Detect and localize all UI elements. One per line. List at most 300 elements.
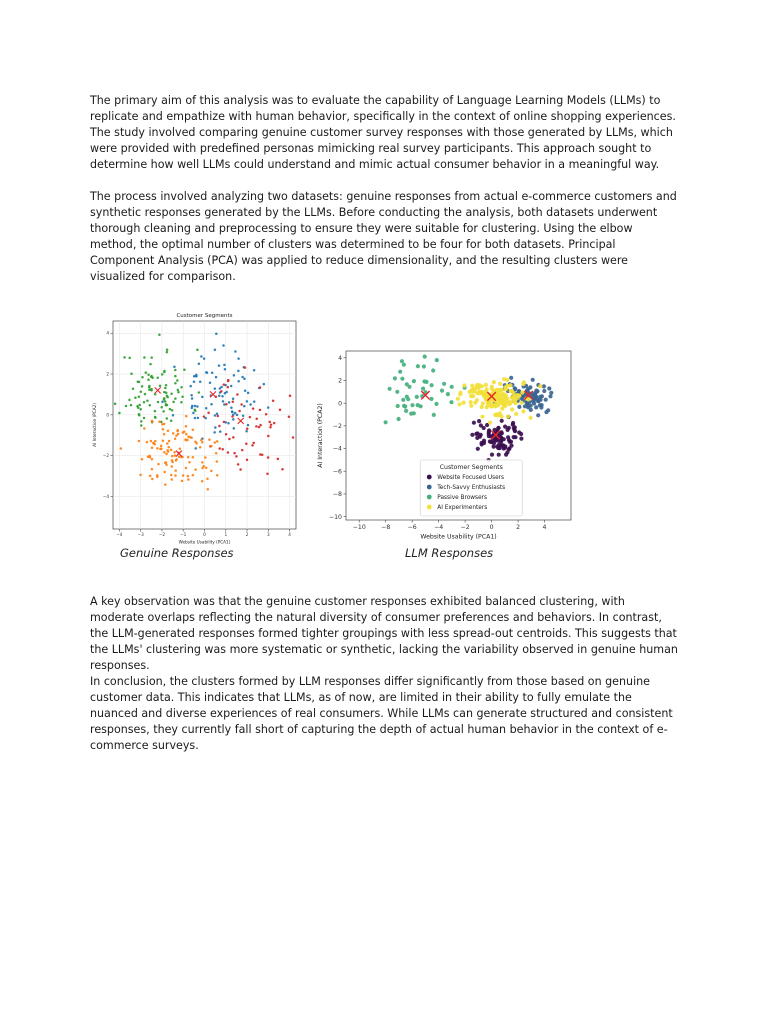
- data-point: [174, 469, 177, 472]
- data-point: [149, 475, 152, 478]
- data-point: [157, 401, 160, 404]
- data-point: [174, 437, 177, 440]
- data-point: [174, 369, 177, 372]
- data-point: [165, 464, 168, 467]
- y-tick-label: −4: [332, 445, 342, 453]
- data-point: [198, 391, 201, 394]
- data-point: [141, 385, 144, 388]
- data-point: [172, 401, 175, 404]
- data-point: [186, 439, 189, 442]
- data-point: [185, 415, 188, 418]
- legend-marker: [427, 495, 432, 500]
- x-tick-label: 3: [267, 532, 270, 538]
- data-point: [138, 413, 141, 416]
- data-point: [396, 404, 400, 408]
- data-point: [221, 448, 224, 451]
- data-point: [153, 443, 156, 446]
- data-point: [497, 443, 501, 447]
- data-point: [236, 414, 239, 417]
- data-point: [498, 382, 502, 386]
- data-point: [174, 382, 177, 385]
- data-point: [544, 410, 548, 414]
- data-point: [458, 402, 462, 406]
- data-point: [160, 445, 163, 448]
- data-point: [240, 403, 243, 406]
- legend-marker: [427, 485, 432, 490]
- data-point: [140, 420, 143, 423]
- data-point: [512, 398, 516, 402]
- data-point: [218, 395, 221, 398]
- data-point: [233, 452, 236, 455]
- x-tick-label: −2: [158, 532, 166, 538]
- data-point: [263, 383, 266, 386]
- data-point: [221, 395, 224, 398]
- data-point: [232, 436, 235, 439]
- data-point: [247, 424, 250, 427]
- data-point: [177, 389, 180, 392]
- data-point: [449, 400, 453, 404]
- data-point: [196, 349, 199, 352]
- data-point: [220, 390, 223, 393]
- y-tick-label: −2: [332, 423, 342, 431]
- data-point: [160, 448, 163, 451]
- data-point: [272, 399, 275, 402]
- data-point: [480, 391, 484, 395]
- data-point: [401, 398, 405, 402]
- data-point: [506, 435, 510, 439]
- data-point: [503, 395, 507, 399]
- data-point: [194, 409, 197, 412]
- data-point: [237, 463, 240, 466]
- data-point: [163, 423, 166, 426]
- data-point: [138, 395, 141, 398]
- data-point: [114, 402, 117, 405]
- data-point: [422, 364, 426, 368]
- data-point: [165, 453, 168, 456]
- data-point: [388, 387, 392, 391]
- data-point: [415, 395, 419, 399]
- data-point: [216, 413, 219, 416]
- data-point: [145, 371, 148, 374]
- data-point: [520, 390, 524, 394]
- y-tick-label: −8: [332, 491, 342, 499]
- y-tick-label: −6: [332, 468, 342, 476]
- data-point: [529, 404, 533, 408]
- data-point: [484, 383, 488, 387]
- process-paragraph: The process involved analyzing two datasets: genuine responses from actual e-commerce customers and synthetic responses generated by the LLMs. Before conducting the analysis, both datasets underwent thorough cleaning and preprocessing to ensure they were suitable for clustering. Using the elbow method, the optimal number of clusters was determined to be four for both datasets. Principal Component Analysis (PCA) was applied to reduce dimensionality, and the resulting clusters were visualized for comparison.: [90, 190, 677, 283]
- data-point: [196, 405, 199, 408]
- data-point: [178, 455, 181, 458]
- data-point: [227, 451, 230, 454]
- data-point: [458, 391, 462, 395]
- data-point: [216, 474, 219, 477]
- data-point: [472, 421, 476, 425]
- data-point: [230, 385, 233, 388]
- data-point: [487, 400, 491, 404]
- data-point: [547, 386, 551, 390]
- data-point: [125, 405, 128, 408]
- data-point: [147, 379, 150, 382]
- data-point: [167, 446, 170, 449]
- data-point: [469, 400, 473, 404]
- data-point: [156, 377, 159, 380]
- genuine-responses-chart: [88, 310, 300, 548]
- data-point: [118, 412, 121, 415]
- data-point: [214, 348, 217, 351]
- data-point: [228, 438, 231, 441]
- data-point: [177, 391, 180, 394]
- data-point: [219, 430, 222, 433]
- data-point: [168, 440, 171, 443]
- data-point: [497, 453, 501, 457]
- data-point: [538, 384, 542, 388]
- y-tick-label: −10: [328, 513, 342, 521]
- data-point: [289, 394, 292, 397]
- data-point: [147, 373, 150, 376]
- data-point: [482, 441, 486, 445]
- data-point: [265, 413, 268, 416]
- data-point: [510, 407, 514, 411]
- data-point: [509, 389, 513, 393]
- data-point: [540, 403, 544, 407]
- data-point: [424, 380, 428, 384]
- data-point: [252, 442, 255, 445]
- x-tick-label: −2: [460, 524, 470, 532]
- data-point: [185, 433, 188, 436]
- data-point: [492, 445, 496, 449]
- data-point: [141, 458, 144, 461]
- data-point: [497, 426, 501, 430]
- data-point: [163, 471, 166, 474]
- data-point: [199, 446, 202, 449]
- x-tick-label: 4: [542, 524, 547, 532]
- data-point: [393, 376, 397, 380]
- data-point: [197, 417, 200, 420]
- data-point: [258, 426, 261, 429]
- llm-responses-chart: [313, 345, 575, 545]
- data-point: [474, 432, 478, 436]
- data-point: [130, 404, 133, 407]
- data-point: [292, 436, 295, 439]
- data-point: [203, 415, 206, 418]
- data-point: [241, 376, 244, 379]
- data-point: [163, 371, 166, 374]
- data-point: [496, 394, 500, 398]
- intro-paragraph: The primary aim of this analysis was to evaluate the capability of Language Learning Models (LLMs) to replicate and empathize with human behavior, specifically in the context of online shopping experiences. The study involved comparing genuine customer survey responses with those generated by LLMs, which were provided with predefined personas mimicking real survey participants. This approach sought to determine how well LLMs could understand and mimic actual consumer behavior in a meaningful way.: [90, 94, 676, 171]
- data-point: [172, 414, 175, 417]
- data-point: [450, 385, 454, 389]
- data-point: [506, 428, 510, 432]
- data-point: [198, 362, 201, 365]
- y-axis-label: AI Interaction (PCA2): [317, 403, 324, 468]
- data-point: [214, 426, 217, 429]
- data-point: [237, 370, 240, 373]
- data-point: [288, 415, 291, 418]
- data-point: [476, 447, 480, 451]
- data-point: [138, 440, 141, 443]
- data-point: [182, 474, 185, 477]
- data-point: [477, 419, 481, 423]
- data-point: [201, 461, 204, 464]
- data-point: [136, 405, 139, 408]
- data-point: [279, 408, 282, 411]
- data-point: [215, 452, 218, 455]
- data-point: [395, 390, 399, 394]
- data-point: [146, 399, 149, 402]
- data-point: [170, 392, 173, 395]
- data-point: [235, 455, 238, 458]
- data-point: [259, 453, 262, 456]
- legend-title: Customer Segments: [439, 464, 503, 471]
- data-point: [446, 392, 450, 396]
- data-point: [192, 429, 195, 432]
- data-point: [182, 431, 185, 434]
- data-point: [175, 434, 178, 437]
- data-point: [217, 415, 220, 418]
- data-point: [215, 376, 218, 379]
- x-tick-label: 1: [224, 532, 228, 538]
- data-point: [177, 429, 180, 432]
- data-point: [400, 377, 404, 381]
- data-point: [536, 413, 540, 417]
- data-point: [281, 468, 284, 471]
- data-point: [216, 460, 219, 463]
- data-point: [495, 388, 499, 392]
- data-point: [149, 363, 152, 366]
- data-point: [232, 418, 235, 421]
- data-point: [227, 422, 230, 425]
- data-point: [480, 415, 484, 419]
- data-point: [166, 442, 169, 445]
- data-point: [205, 407, 208, 410]
- x-tick-label: 0: [203, 532, 206, 538]
- data-point: [508, 440, 512, 444]
- data-point: [244, 390, 247, 393]
- data-point: [215, 332, 218, 335]
- data-point: [206, 478, 209, 481]
- data-point: [162, 439, 165, 442]
- data-point: [502, 446, 506, 450]
- data-point: [406, 397, 410, 401]
- data-point: [143, 401, 146, 404]
- data-point: [123, 356, 126, 359]
- data-point: [497, 402, 501, 406]
- data-point: [128, 399, 131, 402]
- data-point: [542, 384, 546, 388]
- data-point: [134, 397, 137, 400]
- data-point: [251, 444, 254, 447]
- data-point: [500, 407, 504, 411]
- legend-entry: AI Experimenters: [437, 505, 488, 511]
- x-tick-label: 2: [516, 524, 521, 532]
- llm-responses-caption: LLM Responses: [405, 546, 494, 560]
- data-point: [154, 416, 157, 419]
- x-tick-label: −10: [352, 524, 366, 532]
- data-point: [488, 421, 492, 425]
- data-point: [173, 451, 176, 454]
- data-point: [475, 436, 479, 440]
- data-point: [273, 422, 276, 425]
- data-point: [542, 389, 546, 393]
- data-point: [410, 403, 414, 407]
- data-point: [462, 383, 466, 387]
- data-point: [266, 472, 269, 475]
- data-point: [522, 380, 526, 384]
- data-point: [194, 468, 197, 471]
- data-point: [236, 393, 239, 396]
- data-point: [199, 381, 202, 384]
- data-point: [234, 350, 237, 353]
- data-point: [204, 456, 207, 459]
- data-point: [517, 405, 521, 409]
- data-point: [143, 356, 146, 359]
- data-point: [233, 374, 236, 377]
- data-point: [440, 389, 444, 393]
- data-point: [192, 474, 195, 477]
- x-tick-label: −1: [180, 532, 187, 538]
- data-point: [165, 392, 168, 395]
- data-point: [421, 387, 425, 391]
- data-point: [430, 383, 434, 387]
- data-point: [511, 421, 515, 425]
- data-point: [189, 385, 192, 388]
- data-point: [163, 433, 166, 436]
- data-point: [435, 358, 439, 362]
- data-point: [214, 441, 217, 444]
- data-point: [255, 425, 258, 428]
- data-point: [535, 389, 539, 393]
- data-point: [512, 426, 516, 430]
- data-point: [529, 416, 533, 420]
- x-tick-label: −4: [116, 532, 123, 538]
- data-point: [180, 401, 183, 404]
- data-point: [223, 364, 226, 367]
- data-point: [243, 405, 246, 408]
- data-point: [193, 375, 196, 378]
- data-point: [513, 435, 517, 439]
- legend-entry: Passive Browsers: [437, 495, 488, 501]
- y-tick-label: −4: [102, 493, 109, 499]
- data-point: [151, 447, 154, 450]
- data-point: [164, 387, 167, 390]
- observation-paragraph: A key observation was that the genuine customer responses exhibited balanced clustering, with moderate overlaps reflecting the natural diversity of consumer preferences and behaviors. In contrast, the LLM-generated responses formed tighter groupings with less spread-out centroids. This suggests that the LLMs' clustering was more systematic or synthetic, lacking the variability observed in genuine human responses.: [90, 595, 678, 672]
- data-point: [548, 394, 552, 398]
- data-point: [139, 408, 142, 411]
- data-point: [470, 433, 474, 437]
- data-point: [165, 384, 168, 387]
- data-point: [207, 412, 210, 415]
- data-point: [201, 396, 204, 399]
- data-point: [218, 425, 221, 428]
- data-point: [160, 406, 163, 409]
- data-point: [247, 392, 250, 395]
- data-point: [183, 368, 186, 371]
- data-point: [162, 428, 165, 431]
- data-point: [506, 415, 510, 419]
- data-point: [173, 366, 176, 369]
- data-point: [412, 379, 416, 383]
- data-point: [225, 391, 228, 394]
- data-point: [174, 397, 177, 400]
- data-point: [149, 404, 152, 407]
- data-point: [239, 468, 242, 471]
- data-point: [156, 447, 159, 450]
- data-point: [162, 410, 165, 413]
- data-point: [500, 419, 504, 423]
- data-point: [432, 413, 436, 417]
- data-point: [490, 385, 494, 389]
- data-point: [237, 357, 240, 360]
- data-point: [179, 448, 182, 451]
- data-point: [174, 474, 177, 477]
- data-point: [456, 397, 460, 401]
- legend-entry: Website Focused Users: [437, 475, 505, 481]
- data-point: [195, 374, 198, 377]
- data-point: [253, 369, 256, 372]
- data-point: [536, 397, 540, 401]
- data-point: [238, 410, 241, 413]
- data-point: [150, 356, 153, 359]
- data-point: [534, 405, 538, 409]
- x-tick-label: 2: [245, 532, 249, 538]
- data-point: [210, 403, 213, 406]
- data-point: [277, 458, 280, 461]
- data-point: [519, 432, 523, 436]
- data-point: [164, 483, 167, 486]
- x-axis-label: Website Usability (PCA1): [420, 533, 497, 541]
- data-point: [138, 381, 141, 384]
- data-point: [170, 419, 173, 422]
- data-point: [246, 400, 249, 403]
- data-point: [187, 456, 190, 459]
- legend-entry: Tech-Savvy Enthusiasts: [437, 485, 506, 491]
- data-point: [409, 412, 413, 416]
- data-point: [154, 410, 157, 413]
- data-point: [144, 393, 147, 396]
- llm-scatter-plot: [313, 345, 575, 545]
- data-point: [156, 476, 159, 479]
- data-point: [167, 430, 170, 433]
- data-point: [259, 424, 262, 427]
- data-point: [230, 407, 233, 410]
- data-point: [531, 378, 535, 382]
- data-point: [468, 390, 472, 394]
- data-point: [165, 461, 168, 464]
- data-point: [249, 416, 252, 419]
- data-point: [259, 409, 262, 412]
- data-point: [159, 384, 162, 387]
- data-point: [267, 456, 270, 459]
- data-point: [252, 407, 255, 410]
- data-point: [269, 421, 272, 424]
- x-tick-label: −6: [407, 524, 417, 532]
- data-point: [242, 415, 245, 418]
- data-point: [164, 400, 167, 403]
- data-point: [141, 376, 144, 379]
- data-point: [519, 437, 523, 441]
- data-point: [509, 376, 513, 380]
- data-point: [218, 364, 221, 367]
- x-tick-label: −8: [381, 524, 391, 532]
- data-point: [185, 425, 188, 428]
- y-tick-label: −2: [102, 453, 109, 459]
- data-point: [213, 431, 216, 434]
- data-point: [499, 414, 503, 418]
- data-point: [403, 404, 407, 408]
- data-point: [151, 458, 154, 461]
- data-point: [234, 412, 237, 415]
- data-point: [171, 409, 174, 412]
